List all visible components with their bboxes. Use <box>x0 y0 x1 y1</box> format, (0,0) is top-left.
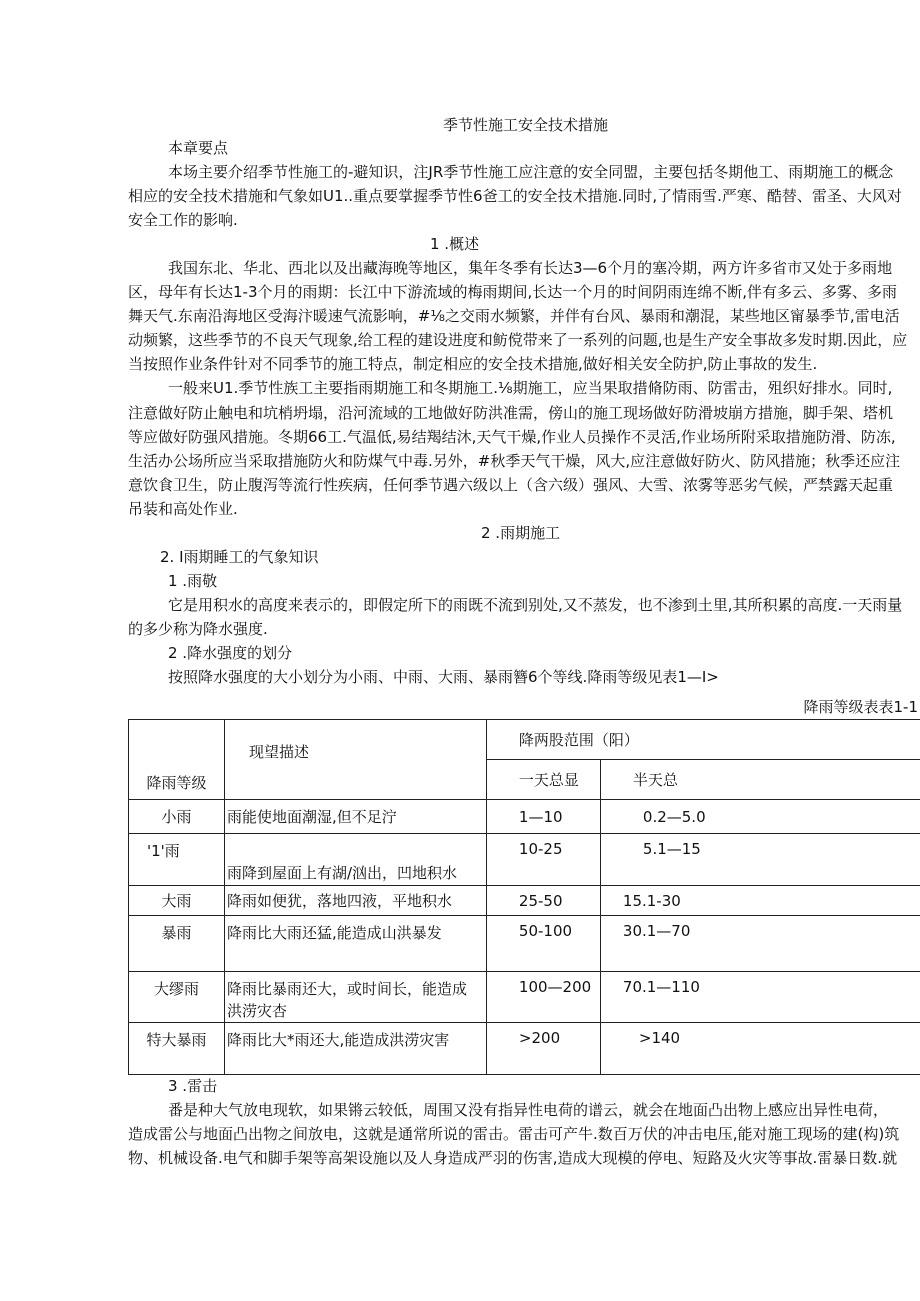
row-half: 15.1-30 <box>600 886 920 916</box>
section2-heading: 2 .雨期施工 <box>481 524 561 542</box>
row-day: 10-25 <box>486 834 600 886</box>
header-day: 一天总显 <box>486 760 600 800</box>
row-desc: 降雨如便犹，落地四液，平地积水 <box>224 886 486 916</box>
row-level: '1'雨 <box>129 834 225 886</box>
row-day: 25-50 <box>486 886 600 916</box>
row-half: 0.2—5.0 <box>600 800 920 834</box>
row-desc-line: 降雨比暴雨还大，或时间长，能造成 <box>226 980 467 998</box>
row-level: 特大暴雨 <box>129 1023 225 1075</box>
section3-text-line-3: 物、机械设备.电气和脚手架等高架设施以及人身造成严羽的伤害,造成大现模的停电、短路及火灾等事故.雷暴日数.就 <box>128 1149 898 1167</box>
section1-para1-line-1: 我国东北、华北、西北以及出藏海晚等地区，集年冬季有长达3—6个月的塞冷期，两方许多省市又处于多雨地 <box>168 259 893 277</box>
row-desc: 降雨比大雨还猛,能造成山洪暴发 <box>224 916 486 972</box>
row-level: 大缪雨 <box>129 972 225 1023</box>
section1-para1-line-3: 舞天气.东南沿海地区受海汴暖速气流影响，#⅛之交雨水频繁，并伴有台风、暴雨和潮混，某些地区甯暴季节,雷电活 <box>128 307 900 325</box>
row-desc: 雨降到屋面上有湖/汹出，凹地积水 <box>224 834 486 886</box>
intro-line-2: 相应的安全技术措施和气象如U1..重点要掌握季节性6爸工的安全技术措施.同时,了情雨雪.严寒、酷替、雷圣、大风对 <box>128 187 902 205</box>
row-half: 70.1—110 <box>600 972 920 1023</box>
item2-text: 按照降水强度的大小划分为小雨、中雨、大雨、暴雨簪6个等线.降雨等级见表1—I> <box>168 668 719 686</box>
row-desc: 降雨比大*雨还大,能造成洪涝灾害 <box>224 1023 486 1075</box>
row-half: 30.1—70 <box>600 916 920 972</box>
row-desc-line: 洪涝灾杏 <box>226 1002 287 1020</box>
section1-para2-line-1: 一般来U1.季节性族工主要指雨期施工和冬期施工.⅛期施工，应当果取措脩防雨、防雷击，殂织好排水。同时, <box>168 379 893 397</box>
intro-line-1: 本场主要介绍季节性施工的-避知识，注JR季节性施工应注意的安全同盟，主要包括冬期他工、雨期施工的概念 <box>168 163 894 181</box>
row-half: >140 <box>600 1023 920 1075</box>
section1-para2-line-2: 注意做好防止触电和坑梢坍塌，沿河流域的工地做好防洪准需，傍山的施工现场做好防滑坡崩方措施，脚手架、塔机 <box>128 404 894 422</box>
section3-text-line-1: 番是种大气放电现软，如果锵云较低，周围又没有指异性电荷的谱云，就会在地面凸出物上感应出异性电荷， <box>168 1101 889 1119</box>
row-level: 暴雨 <box>129 916 225 972</box>
item1-text-line-2: 的多少称为降水强度. <box>128 620 268 638</box>
row-desc <box>224 972 486 1023</box>
header-desc: 现望描述 <box>224 720 486 800</box>
section2-sub-heading: 2. I雨期睡工的气象知识 <box>160 548 319 566</box>
table-row <box>129 1023 920 1075</box>
item2-heading: 2 .降水强度的划分 <box>168 644 293 662</box>
intro-line-3: 安全工作的影响. <box>128 211 238 229</box>
section1-heading: 1 .概述 <box>430 235 480 253</box>
header-half: 半天总 <box>600 760 920 800</box>
section1-para2-line-5: 意饮食卫生，防止腹泻等流行性疾病，任何季节遇六级以上（含六级）强风、大雪、浓雾等恶劣气候，严禁露天起重 <box>128 476 894 494</box>
section3-text-line-2: 造成雷公与地面凸出物之间放电，这就是通常所说的雷击。雷击可产牛.数百万伏的冲击电压,能对施工现场的建(构)筑 <box>128 1125 900 1143</box>
row-desc: 雨能使地面潮湿,但不足泞 <box>224 800 486 834</box>
header-level: 降雨等级 <box>129 720 225 800</box>
item1-text-line-1: 它是用积水的高度来表示的，即假定所下的雨既不流到别处,又不蒸发，也不渗到土里,其所积累的高度.一天雨量 <box>168 596 903 614</box>
table-row <box>129 886 920 916</box>
section1-para1-line-5: 当按照作业条件针对不同季节的施工特点，制定相应的安全技术措施,做好相关安全防护,防止事故的发生. <box>128 355 818 373</box>
table-caption: 降雨等级表表1-1 <box>803 698 918 716</box>
table-header-row-1 <box>129 720 920 760</box>
table-row <box>129 916 920 972</box>
row-day: >200 <box>486 1023 600 1075</box>
page-title: 季节性施工安全技术措施 <box>443 116 609 134</box>
row-day: 100—200 <box>486 972 600 1023</box>
table-row <box>129 972 920 1023</box>
section1-para1-line-4: 动频繁，这些季节的不良天气现象,给工程的建设进度和鲂傥带来了一系列的问题,也是生产安全事故多发时期.因此，应 <box>128 331 908 349</box>
item1-heading: 1 .雨敬 <box>168 572 218 590</box>
table-row <box>129 800 920 834</box>
section1-para2-line-4: 生活办公场所应当采取措施防火和防煤气中毒.另外，#秋季天气干燥，风大,应注意做好防火、防风措施；秋季还应注 <box>128 452 901 470</box>
section1-para2-line-6: 吊装和高处作业. <box>128 500 238 518</box>
row-level: 小雨 <box>129 800 225 834</box>
chapter-heading: 本章要点 <box>168 139 229 157</box>
row-level: 大雨 <box>129 886 225 916</box>
rainfall-table <box>128 719 920 1075</box>
section1-para1-line-2: 区，母年有长达1-3个月的雨期：长江中下游流域的梅雨期间,长达一个月的时间阴雨连绵不断,伴有多云、多雾、多雨 <box>128 283 898 301</box>
section3-heading: 3 .雷击 <box>168 1077 218 1095</box>
row-half: 5.1—15 <box>600 834 920 886</box>
section1-para2-line-3: 等应做好防强风措施。冬期66工.气温低,易结羯结沐,天气干燥,作业人员操作不灵活,作业场所附采取措施防滑、防冻, <box>128 428 896 446</box>
header-range: 降两股范围（阳） <box>486 720 920 760</box>
row-day: 50-100 <box>486 916 600 972</box>
table-row <box>129 834 920 886</box>
row-day: 1—10 <box>486 800 600 834</box>
